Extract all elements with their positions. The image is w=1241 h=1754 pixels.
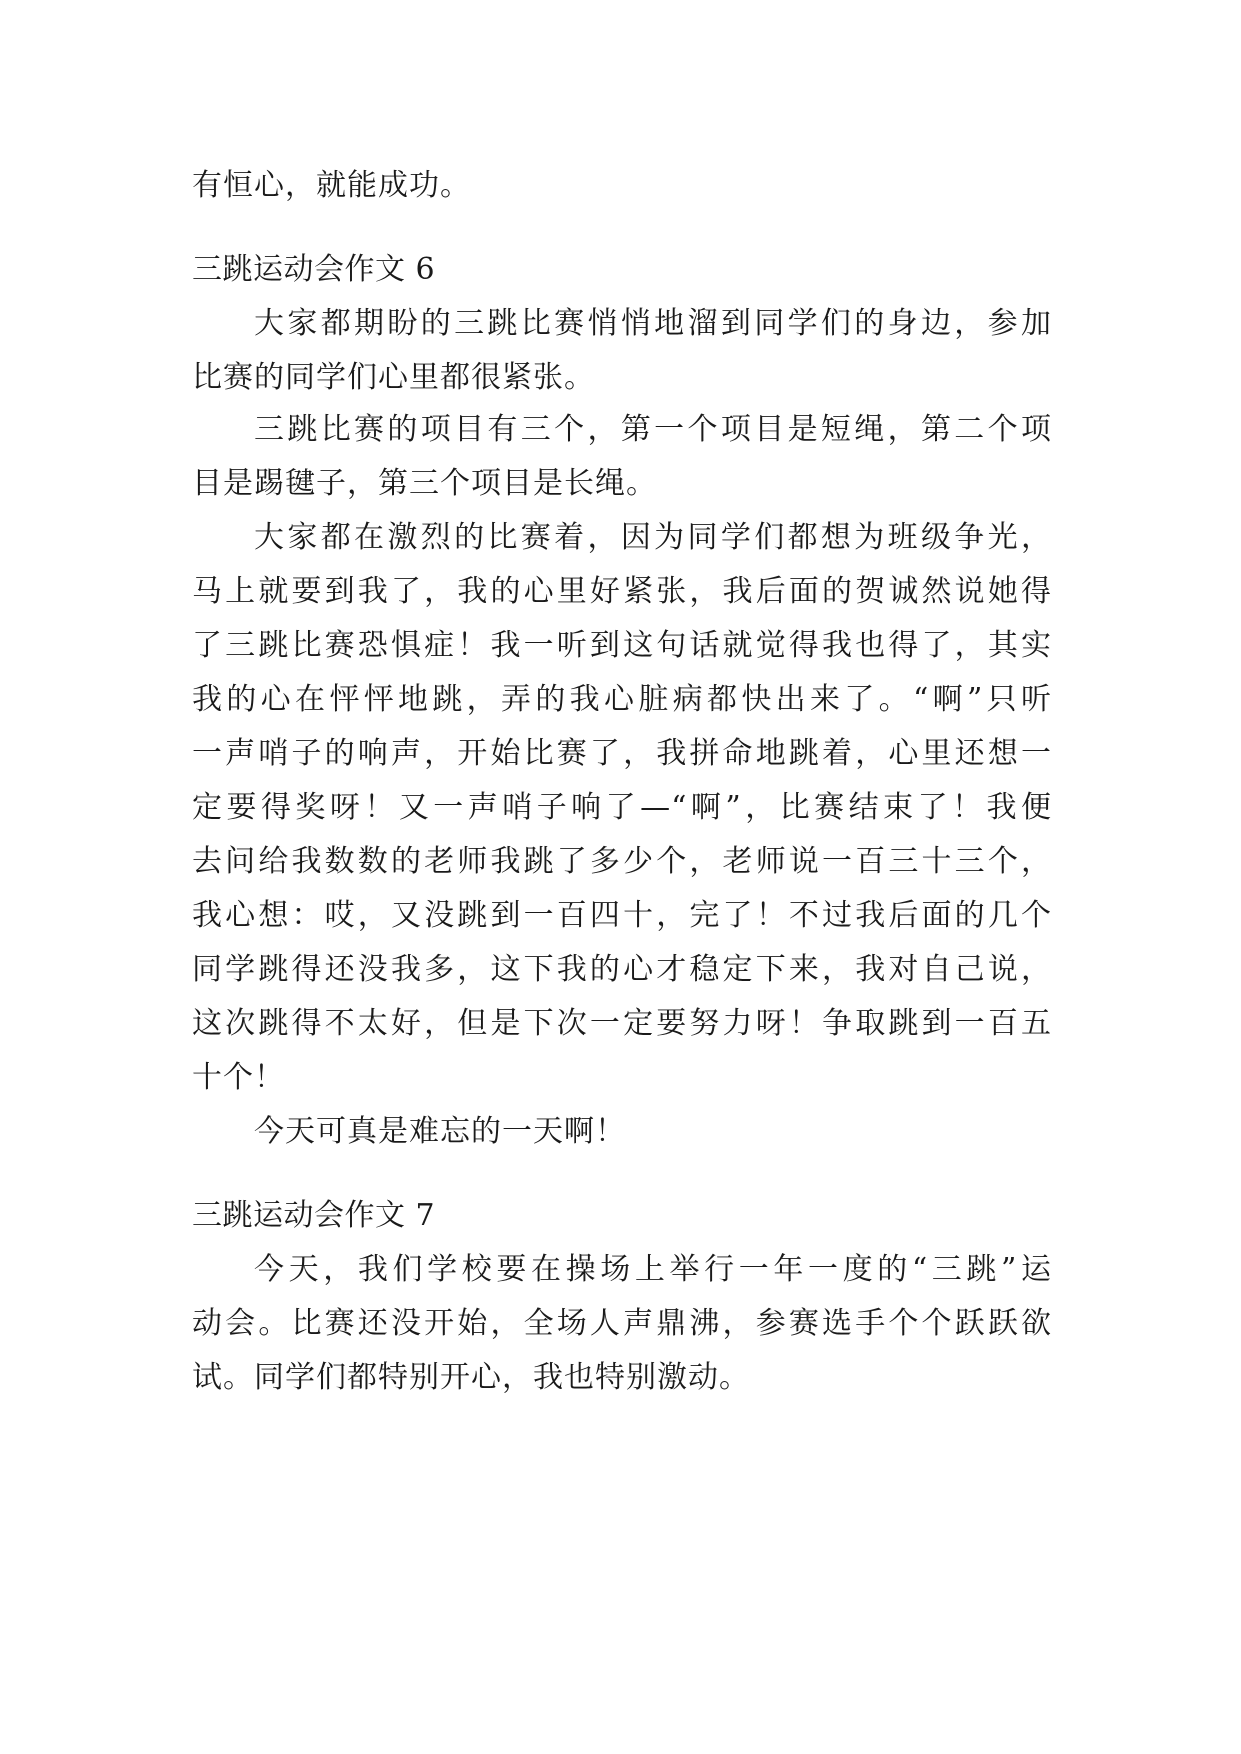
text-line: 我心想：哎，又没跳到一百四十，完了！不过我后面的几个 — [192, 898, 1052, 933]
text-line: 今天可真是难忘的一天啊！ — [254, 1114, 626, 1149]
text-line: 十个！ — [192, 1060, 285, 1095]
text-line: 去问给我数数的老师我跳了多少个，老师说一百三十三个， — [192, 844, 1052, 879]
text-line: 一声哨子的响声，开始比赛了，我拼命地跳着，心里还想一 — [192, 736, 1052, 771]
text-line: 大家都期盼的三跳比赛悄悄地溜到同学们的身边，参加 — [254, 306, 1052, 341]
text-line: 这次跳得不太好，但是下次一定要努力呀！争取跳到一百五 — [192, 1006, 1052, 1041]
text-line: 定要得奖呀！又一声哨子响了—“啊”，比赛结束了！我便 — [192, 790, 1052, 825]
text-line: 我的心在怦怦地跳，弄的我心脏病都快出来了。“啊”只听 — [192, 682, 1052, 717]
text-line: 今天，我们学校要在操场上举行一年一度的“三跳”运 — [254, 1252, 1052, 1287]
section-heading: 三跳运动会作文 7 — [192, 1198, 436, 1233]
text-line: 有恒心，就能成功。 — [192, 168, 471, 203]
text-line: 比赛的同学们心里都很紧张。 — [192, 360, 595, 395]
text-line: 同学跳得还没我多，这下我的心才稳定下来，我对自己说， — [192, 952, 1052, 987]
text-line: 动会。比赛还没开始，全场人声鼎沸，参赛选手个个跃跃欲 — [192, 1306, 1052, 1341]
section-heading: 三跳运动会作文 6 — [192, 252, 436, 287]
text-line: 了三跳比赛恐惧症！我一听到这句话就觉得我也得了，其实 — [192, 628, 1052, 663]
text-line: 试。同学们都特别开心，我也特别激动。 — [192, 1360, 750, 1395]
text-line: 大家都在激烈的比赛着，因为同学们都想为班级争光， — [254, 520, 1052, 555]
text-line: 马上就要到我了，我的心里好紧张，我后面的贺诚然说她得 — [192, 574, 1052, 609]
text-line: 三跳比赛的项目有三个，第一个项目是短绳，第二个项 — [254, 412, 1052, 447]
text-line: 目是踢毽子，第三个项目是长绳。 — [192, 466, 657, 501]
